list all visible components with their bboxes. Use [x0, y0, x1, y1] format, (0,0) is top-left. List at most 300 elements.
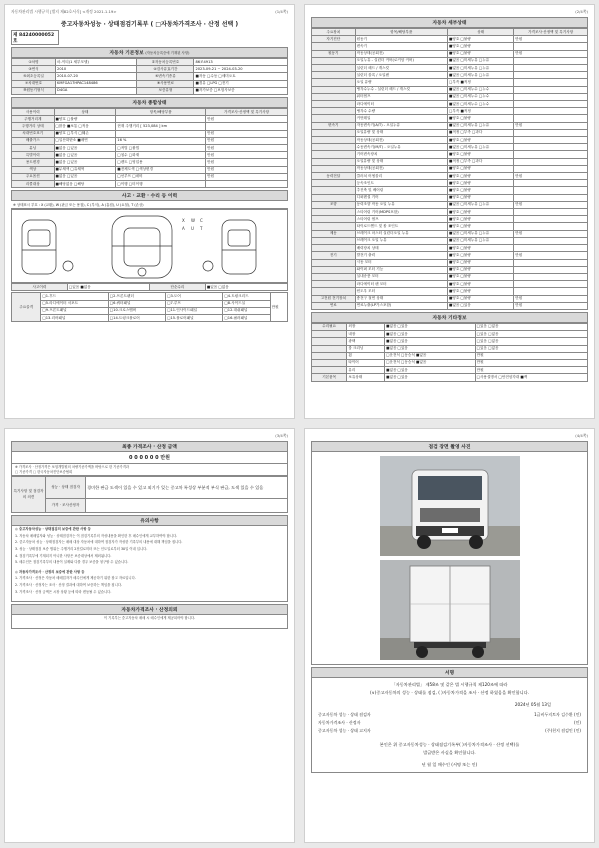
detail-amount: 만원 — [514, 252, 588, 259]
detail-amount — [514, 180, 588, 187]
etc-value: 타이어 — [347, 359, 385, 366]
detail-group — [312, 223, 356, 230]
etc-value: 외장 — [347, 323, 385, 330]
status-value — [206, 123, 288, 130]
simple-repair-value: ■있음 □없음 — [205, 284, 287, 291]
basic-row — [12, 66, 288, 73]
detail-group: 동력전달 — [312, 173, 356, 180]
detail-group — [312, 151, 356, 158]
etc-value: ■없음 □있음 — [385, 323, 476, 330]
etc-value: 내장 — [347, 331, 385, 338]
detail-header: 항목/해당부품 — [355, 29, 447, 36]
detail-status: ■양호 □불량 — [447, 259, 513, 266]
photo-bar: 점검 장면 촬영 사진 — [311, 441, 588, 452]
detail-item: 실린더 블록 / 오일팬 — [355, 72, 447, 79]
notice-item: 2. 가격조사 · 산정자는 조사 · 산정 결과에 대하여 보증하는 책임을 집니다. — [15, 582, 122, 587]
detail-item: 오일누유 - 실린더 커버(로커암 커버) — [355, 57, 447, 64]
history-table — [11, 283, 288, 291]
detail-amount — [514, 57, 588, 64]
etc-value: □운전석 □동승석 ■없음 — [385, 352, 476, 359]
status-value — [116, 130, 206, 137]
status-value: □적법 □불법 — [116, 145, 206, 152]
accident-bar: 사고 · 교환 · 수리 등 이력 — [11, 190, 288, 201]
status-row — [12, 173, 288, 180]
detail-row — [312, 65, 588, 72]
detail-row — [312, 230, 588, 237]
detail-amount — [514, 187, 588, 194]
basic-info-bar: 자동차 기본정보 (자동차등록증에 기재된 사항) — [11, 47, 288, 58]
detail-item: 라디에이터 — [355, 101, 447, 108]
status-value — [206, 181, 288, 188]
status-label: 차대번호표기 — [12, 130, 55, 137]
detail-amount — [514, 129, 588, 136]
etc-bar: 자동차 기타정보 — [311, 312, 588, 323]
basic-value: KMFGA17HPAC148486 — [56, 80, 137, 87]
detail-amount — [514, 137, 588, 144]
diagram-symbol: W — [191, 218, 195, 224]
page-number: (1/4쪽) — [275, 9, 288, 14]
detail-amount: 만원 — [514, 122, 588, 129]
detail-row — [312, 187, 588, 194]
etc-value: ■없음 □있음 — [385, 345, 476, 352]
detail-amount — [514, 223, 588, 230]
status-value: ■양호 □불량 — [54, 116, 116, 123]
etc-value: □있음 □없음 — [475, 331, 587, 338]
detail-status: ■없음 □미세누유 □누유 — [447, 144, 513, 151]
truck-rear-illustration — [380, 560, 520, 660]
diagram-symbol: T — [200, 226, 203, 232]
detail-row — [312, 209, 588, 216]
detail-amount: 만원 — [514, 302, 588, 309]
status-value: ■없음 □있음 — [54, 173, 116, 180]
status-value: □많음 ■보통 □적음 — [54, 123, 116, 130]
detail-item: 브레이크 마스터 실린더오일 누유 — [355, 230, 447, 237]
detail-status: ■없음 □미세누수 □누수 — [447, 93, 513, 100]
status-header: 가격조사·산정액 및 특기사항 — [206, 109, 288, 116]
status-table — [11, 108, 288, 188]
detail-amount — [514, 79, 588, 86]
detail-row — [312, 137, 588, 144]
status-value: ■해당없음 □해당 — [54, 181, 116, 188]
detail-group — [312, 165, 356, 172]
status-value: □렌트 □영업용 — [116, 159, 206, 166]
detail-amount — [514, 245, 588, 252]
basic-row — [12, 59, 288, 66]
detail-row — [312, 201, 588, 208]
sign-role: 자동차가격조사 · 산정자 — [318, 720, 361, 725]
detail-group — [312, 65, 356, 72]
basic-value: 마-이티(1 세부모델) — [56, 59, 137, 66]
status-value: ■없음 □있음 — [54, 145, 116, 152]
detail-item: 작동상태(공회전) — [355, 50, 447, 57]
frame-item: □10.크로스멤버 — [108, 307, 165, 314]
basic-row — [12, 80, 288, 87]
form-header: 자동차관리법 시행규칙 [별지 제82호서식] <개정 2021.1.19> — [11, 9, 117, 14]
detail-status: ■없음 □미세누유 □누유 — [447, 72, 513, 79]
etc-value: □있음 □없음 — [475, 345, 587, 352]
detail-amount: 만원 — [514, 36, 588, 43]
detail-group — [312, 216, 356, 223]
document-page-1 — [4, 4, 295, 419]
basic-value: 86조4913 — [194, 59, 288, 66]
page-title: 중고자동차성능 · 상태점검기록부 ( □자동차가격조사 · 산정 선택 ) — [60, 21, 239, 28]
status-label: 배출가스 — [12, 137, 55, 144]
detail-item: 발전기 출력 — [355, 252, 447, 259]
frame-amount: 만원 — [270, 293, 287, 322]
detail-group — [312, 137, 356, 144]
etc-value: ■없음 □있음 — [385, 374, 476, 381]
document-number: 제 84240000052 호 — [11, 30, 59, 45]
detail-row — [312, 151, 588, 158]
detail-status: ■양호 □불량 — [447, 115, 513, 122]
detail-group — [312, 194, 356, 201]
detail-status: ■양호 □불량 — [447, 50, 513, 57]
etc-row — [312, 338, 588, 345]
page-number: (4/4쪽) — [575, 433, 588, 438]
status-row — [12, 166, 288, 173]
detail-row — [312, 108, 588, 115]
detail-row — [312, 165, 588, 172]
detail-status: ■없음 □미세누수 □누수 — [447, 101, 513, 108]
etc-group — [312, 338, 347, 345]
etc-table — [311, 323, 588, 382]
etc-value: □사용설명서 □안전삼각대 ■잭 — [475, 374, 587, 381]
detail-status: ■양호 □불량 — [447, 43, 513, 50]
detail-header: 상태 — [447, 29, 513, 36]
detail-group — [312, 129, 356, 136]
detail-status: ■양호 □불량 — [447, 151, 513, 158]
confirm-text-3: 년 월 일 매수인 (서명 또는 인) — [421, 762, 478, 767]
detail-group: 고전원 전기장치 — [312, 295, 356, 302]
detail-group — [312, 79, 356, 86]
detail-item: 자동변속기(A/T) - 오일누유 — [355, 122, 447, 129]
detail-row — [312, 295, 588, 302]
detail-amount — [514, 288, 588, 295]
detail-group — [312, 237, 356, 244]
etc-group: 수리필요 — [312, 323, 347, 330]
status-label: 리콜대상 — [12, 181, 55, 188]
detail-row — [312, 50, 588, 57]
diagram-symbol: X — [182, 218, 185, 224]
detail-status: ■양호 □불량 — [447, 266, 513, 273]
detail-amount — [514, 165, 588, 172]
sign-role: 중고자동차 성능 · 상태 점검자 — [318, 712, 371, 717]
status-value: 만원 — [206, 173, 288, 180]
detail-item: 오일 유량 — [355, 79, 447, 86]
detail-status: ■양호 □불량 — [447, 209, 513, 216]
detail-status: ■없음 □미세누유 □누유 — [447, 230, 513, 237]
detail-item: 와이퍼 모터 기능 — [355, 266, 447, 273]
sign-name: 1급비두지토자 김수환 (인) — [534, 712, 581, 717]
page-number: (3/4쪽) — [275, 433, 288, 438]
diagram-symbol: U — [191, 226, 194, 232]
detail-group — [312, 273, 356, 280]
detail-row — [312, 144, 588, 151]
etc-value: □있음 □없음 — [475, 338, 587, 345]
detail-amount — [514, 86, 588, 93]
sign-name: (인) — [574, 720, 581, 725]
etc-value: □있음 □없음 — [475, 323, 587, 330]
detail-status: ■없음 □미세누유 □누유 — [447, 122, 513, 129]
etc-value: ■없음 □있음 — [385, 367, 476, 374]
detail-status: ■없음 □미세누유 □누유 — [447, 201, 513, 208]
detail-status: ■없음 □있음 — [447, 302, 513, 309]
etc-value: 룸 크리닝 — [347, 345, 385, 352]
accident-history-value: □있음 ■없음 — [67, 284, 149, 291]
detail-status: ■양호 □불량 — [447, 252, 513, 259]
status-bar: 자동차 종합상태 — [11, 97, 288, 108]
detail-row — [312, 281, 588, 288]
status-label: 특별이력 — [12, 152, 55, 159]
detail-status: ■양호 □불량 — [447, 165, 513, 172]
frame-row — [12, 307, 288, 314]
detail-group: 연료 — [312, 302, 356, 309]
status-value: 현재 주행거리 [ 523,084 ] km — [116, 123, 206, 130]
status-value: □이행 □미이행 — [116, 181, 206, 188]
frame-item: □8.사이드실 — [223, 300, 270, 307]
detail-group — [312, 288, 356, 295]
etc-group: 기본품목 — [312, 374, 347, 381]
etc-row — [312, 374, 588, 381]
status-label: 튜닝 — [12, 145, 55, 152]
detail-row — [312, 158, 588, 165]
basic-row — [12, 73, 288, 80]
detail-item: 윈도우 모터 — [355, 288, 447, 295]
detail-status: ■양호 □불량 — [447, 36, 513, 43]
detail-amount — [514, 273, 588, 280]
detail-row — [312, 101, 588, 108]
truck-front-illustration — [380, 456, 520, 556]
status-row — [12, 116, 288, 123]
basic-value: ■자동 □수동 □세미오토 — [194, 73, 288, 80]
status-value: ■없음 □있음 — [54, 152, 116, 159]
basic-label: ①차명 — [12, 59, 56, 66]
etc-value: ■없음 □있음 — [385, 331, 476, 338]
opinion-table — [11, 476, 288, 513]
status-value: □일산화탄소 ■매연 — [54, 137, 116, 144]
sign-row — [318, 712, 581, 718]
basic-label: ④검사유효기간 — [137, 66, 194, 73]
status-value: 만원 — [206, 137, 288, 144]
detail-amount: 만원 — [514, 50, 588, 57]
etc-row — [312, 323, 588, 330]
detail-item: 클러치 어셈블리 — [355, 173, 447, 180]
basic-label: ⑤최초등록일 — [12, 73, 56, 80]
notice-item: 5. 매수인은 점검기록부의 내용이 실제와 다를 경우 보증을 청구할 수 있습니다. — [15, 560, 129, 565]
detail-item: 동력조향 작동 오일 누유 — [355, 201, 447, 208]
detail-row — [312, 72, 588, 79]
status-value: 만원 — [206, 116, 288, 123]
frame-side-label: 주요골격 — [12, 293, 41, 322]
detail-group: 제동 — [312, 230, 356, 237]
sign-row — [318, 720, 581, 726]
frame-item: □15.플로어패널 — [166, 315, 223, 322]
frame-item: □5.라디에이터 서포트 — [41, 300, 108, 307]
detail-amount — [514, 209, 588, 216]
basic-label: 보증유형 — [137, 87, 194, 94]
detail-amount: 만원 — [514, 201, 588, 208]
detail-item: 오일유량 및 상태 — [355, 158, 447, 165]
detail-item: 라디에이터 팬 모터 — [355, 281, 447, 288]
notice-bar: 유의사항 — [11, 515, 288, 526]
detail-status: ■없음 □미세누유 □누유 — [447, 65, 513, 72]
basic-row — [12, 87, 288, 94]
etc-group — [312, 367, 347, 374]
document-page-4 — [304, 428, 595, 843]
status-value: ■양호 □부식 □훼손 — [54, 130, 116, 137]
detail-item: 충전구 절연 상태 — [355, 295, 447, 302]
detail-amount — [514, 216, 588, 223]
detail-row — [312, 266, 588, 273]
detail-row — [312, 93, 588, 100]
basic-value: ■자가보증 □보험사보증 — [194, 87, 288, 94]
status-value: 만원 — [206, 152, 288, 159]
detail-group — [312, 144, 356, 151]
detail-item: 변속기 — [355, 43, 447, 50]
sign-list — [318, 712, 581, 734]
diagram-symbol: C — [200, 218, 203, 224]
detail-item: 작동상태(공회전) — [355, 165, 447, 172]
detail-group — [312, 115, 356, 122]
detail-amount — [514, 194, 588, 201]
status-row — [12, 123, 288, 130]
detail-item: 실내송풍 모터 — [355, 273, 447, 280]
etc-group — [312, 352, 347, 359]
detail-row — [312, 273, 588, 280]
basic-label: ⑥변속기종류 — [137, 73, 194, 80]
status-label: 주행거리 상태 — [12, 123, 55, 130]
notice-title: ◎ 중고자동차성능 · 상태점검의 보증에 관한 사항 등 — [15, 527, 91, 532]
basic-label: ⑦차대번호 — [12, 80, 56, 87]
status-row — [12, 130, 288, 137]
detail-group — [312, 281, 356, 288]
basic-value: 2010-07-20 — [56, 73, 137, 80]
detail-status: ■양호 □불량 — [447, 295, 513, 302]
detail-item: 수동변속기(M/T) - 오일누유 — [355, 144, 447, 151]
detail-group — [312, 72, 356, 79]
accident-history-label: 사고이력 — [12, 284, 68, 291]
detail-amount — [514, 115, 588, 122]
status-label: 주행거리계 — [12, 116, 55, 123]
detail-status: ■양호 □불량 — [447, 216, 513, 223]
detail-row — [312, 43, 588, 50]
basic-value: 2023-09-21 ~ 2024-03-20 — [194, 66, 288, 73]
diagram-symbol: A — [182, 226, 185, 232]
detail-group: 원동기 — [312, 50, 356, 57]
detail-amount — [514, 151, 588, 158]
footer-note: 이 기록부는 중고자동차 매매 시 매수인에게 제공되어야 합니다. — [11, 615, 288, 629]
frame-item: □12.대쉬패널 — [223, 307, 270, 314]
detail-bar: 자동차 세부상태 — [311, 17, 588, 28]
detail-item: 브레이크 오일 누유 — [355, 237, 447, 244]
frame-item: □6.쿼터패널 — [108, 300, 165, 307]
detail-status: ■양호 □불량 — [447, 223, 513, 230]
detail-item: 등속조인트 — [355, 180, 447, 187]
detail-item: 타이로드엔드 및 볼 조인트 — [355, 223, 447, 230]
detail-amount — [514, 101, 588, 108]
final-amount: 0 0 0 0 0 0 만원 — [11, 452, 288, 464]
detail-amount — [514, 93, 588, 100]
detail-group — [312, 259, 356, 266]
detail-group: 전기 — [312, 252, 356, 259]
etc-row — [312, 367, 588, 374]
detail-status: ■양호 □불량 — [447, 194, 513, 201]
etc-row — [312, 331, 588, 338]
status-header: 상태 — [54, 109, 116, 116]
frame-item: □16.필러패널 — [223, 315, 270, 322]
frame-item: □7.루프 — [166, 300, 223, 307]
detail-amount — [514, 281, 588, 288]
etc-value: 만원 — [475, 359, 587, 366]
detail-item: 스티어링 펌프 — [355, 216, 447, 223]
detail-header: 주요장치 — [312, 29, 356, 36]
detail-group — [312, 209, 356, 216]
status-value: 16 % — [116, 137, 206, 144]
etc-row — [312, 345, 588, 352]
detail-row — [312, 115, 588, 122]
sign-date: 2024년 05월 13일 — [514, 702, 551, 707]
detail-amount: 만원 — [514, 173, 588, 180]
status-value: 만원 — [206, 145, 288, 152]
detail-item: 원동기 — [355, 36, 447, 43]
detail-item: 연료누출(LP가스포함) — [355, 302, 447, 309]
detail-amount — [514, 266, 588, 273]
status-row — [12, 145, 288, 152]
frame-item: □4.트렁크리드 — [223, 293, 270, 300]
detail-status: □부족 ■적정 — [447, 108, 513, 115]
etc-group — [312, 331, 347, 338]
detail-row — [312, 288, 588, 295]
basic-label: ②자동차등록번호 — [137, 59, 194, 66]
detail-table — [311, 28, 588, 310]
sign-role: 중고자동차 성능 · 상태 고지자 — [318, 728, 371, 733]
detail-amount — [514, 65, 588, 72]
basic-value: D4GA — [56, 87, 137, 94]
detail-item: 배력장치 상태 — [355, 245, 447, 252]
final-amount-bar: 최종 가격조사 · 산정 금액 — [11, 441, 288, 452]
detail-group — [312, 43, 356, 50]
etc-value: 휠 — [347, 352, 385, 359]
status-value: 만원 — [206, 159, 288, 166]
detail-item: 디퍼렌셜 기어 — [355, 194, 447, 201]
detail-status: ■양호 □불량 — [447, 273, 513, 280]
detail-amount — [514, 237, 588, 244]
detail-group — [312, 158, 356, 165]
etc-value: 만원 — [475, 367, 587, 374]
notice-title-2: ◎ 자동차가격조사 · 산정의 보증에 관한 사항 등 — [15, 569, 85, 574]
detail-header: 가격조사·산정액 및 특기사항 — [514, 29, 588, 36]
amount-note: ※ 가격조사 · 산정가격은 보험개발원의 차량기준가액을 바탕으로 한 기준가격과 □ 기준가격 □ 한국자동차진단보증협회 — [11, 464, 288, 476]
detail-group — [312, 57, 356, 64]
etc-row — [312, 359, 588, 366]
etc-value: 만원 — [475, 352, 587, 359]
detail-item: 시동 모터 — [355, 259, 447, 266]
status-label: 색상 — [12, 166, 55, 173]
detail-item: 실린더 헤드 / 개스킷 — [355, 65, 447, 72]
frame-table — [11, 292, 288, 322]
frame-row — [12, 315, 288, 322]
status-row — [12, 181, 288, 188]
car-diagram-svg — [12, 210, 291, 284]
detail-item: 추진축 및 베어링 — [355, 187, 447, 194]
frame-item: □3.도어 — [166, 293, 223, 300]
accident-legend: ※ 상태표시 부호 : X (교환), W (판금 또는 용접), C (부식), A (흠집), U (요철), T (손상) — [11, 201, 288, 209]
basic-label: ⑧사용연료 — [137, 80, 194, 87]
frame-item: □1.후드 — [41, 293, 108, 300]
detail-status: ■없음 □미세누유 □누유 — [447, 237, 513, 244]
detail-item: 스티어링 기어(MDPS포함) — [355, 209, 447, 216]
price-inspector-opinion — [86, 499, 288, 513]
